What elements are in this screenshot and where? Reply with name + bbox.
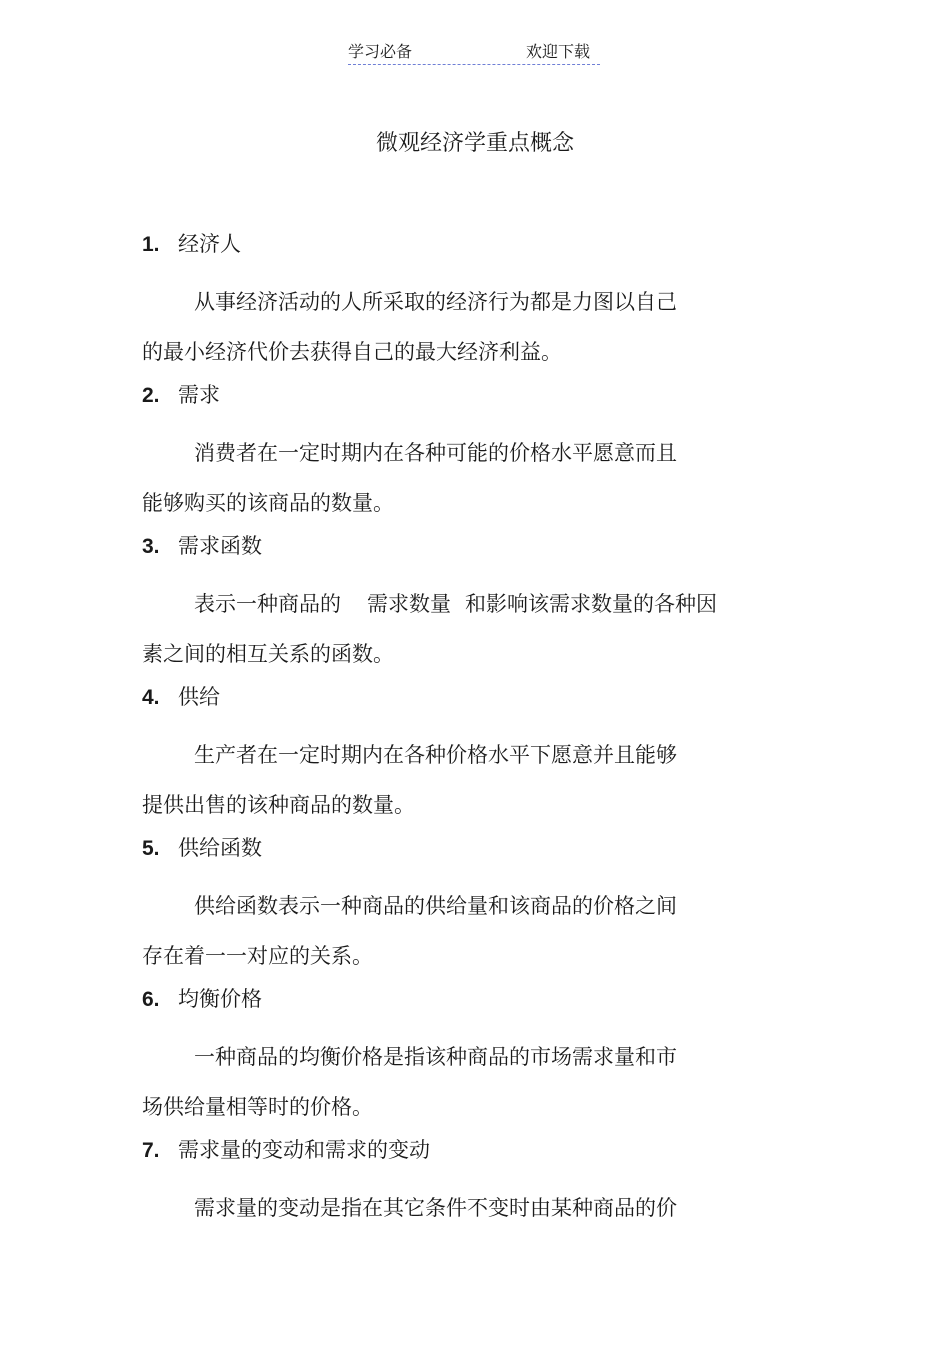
section-number: 4. <box>142 686 160 709</box>
section-2 <box>142 379 782 528</box>
section-paragraph <box>142 277 782 377</box>
header-left-text: 学习必备 <box>348 42 413 61</box>
section-heading <box>142 228 782 260</box>
section-heading <box>142 1134 782 1166</box>
line-text: 表示一种商品的 <box>194 592 341 616</box>
section-paragraph <box>142 428 782 528</box>
section-7 <box>142 1134 782 1233</box>
section-title: 需求量的变动和需求的变动 <box>178 1138 430 1162</box>
line-text: 生产者在一定时期内在各种价格水平下愿意并且能够 <box>194 743 677 767</box>
section-6 <box>142 983 782 1132</box>
section-title: 供给函数 <box>178 836 262 860</box>
paragraph-line <box>142 579 782 629</box>
section-heading <box>142 530 782 562</box>
section-3 <box>142 530 782 679</box>
line-text: 和影响该需求数量的各种因 <box>465 592 717 616</box>
paragraph-line: 存在着一一对应的关系。 <box>142 944 373 968</box>
section-paragraph <box>142 579 782 679</box>
paragraph-line <box>142 730 782 780</box>
paragraph-line: 素之间的相互关系的函数。 <box>142 642 394 666</box>
section-number: 6. <box>142 988 160 1011</box>
section-heading <box>142 983 782 1015</box>
document-title: 微观经济学重点概念 <box>375 131 574 156</box>
section-4 <box>142 681 782 830</box>
line-text: 需求数量 <box>367 592 451 616</box>
section-paragraph <box>142 881 782 981</box>
line-text: 供给函数表示一种商品的供给量和该商品的价格之间 <box>194 894 677 918</box>
paragraph-line: 提供出售的该种商品的数量。 <box>142 793 415 817</box>
line-text: 一种商品的均衡价格是指该种商品的市场需求量和市 <box>194 1045 677 1069</box>
paragraph-line: 的最小经济代价去获得自己的最大经济利益。 <box>142 340 562 364</box>
section-paragraph <box>142 1032 782 1132</box>
section-5 <box>142 832 782 981</box>
section-title: 供给 <box>178 685 220 709</box>
line-text: 消费者在一定时期内在各种可能的价格水平愿意而且 <box>194 441 677 465</box>
section-1 <box>142 228 782 377</box>
section-title: 均衡价格 <box>178 987 262 1011</box>
paragraph-line <box>142 428 782 478</box>
document-body <box>142 228 782 1235</box>
section-number: 7. <box>142 1139 160 1162</box>
paragraph-line <box>142 1032 782 1082</box>
paragraph-line <box>142 1183 782 1233</box>
section-title: 需求函数 <box>178 534 262 558</box>
section-number: 5. <box>142 837 160 860</box>
paragraph-line: 场供给量相等时的价格。 <box>142 1095 373 1119</box>
line-text: 从事经济活动的人所采取的经济行为都是力图以自己 <box>194 290 677 314</box>
section-title: 经济人 <box>178 232 241 256</box>
paragraph-line <box>142 277 782 327</box>
section-heading <box>142 832 782 864</box>
paragraph-line <box>142 881 782 931</box>
header-right-text: 欢迎下载 <box>526 42 591 61</box>
page-header <box>348 40 600 65</box>
line-text: 需求量的变动是指在其它条件不变时由某种商品的价 <box>194 1196 677 1220</box>
section-heading <box>142 379 782 411</box>
section-heading <box>142 681 782 713</box>
section-number: 2. <box>142 384 160 407</box>
section-number: 1. <box>142 233 160 256</box>
section-paragraph <box>142 730 782 830</box>
paragraph-line: 能够购买的该商品的数量。 <box>142 491 394 515</box>
section-title: 需求 <box>178 383 220 407</box>
section-paragraph <box>142 1183 782 1233</box>
section-number: 3. <box>142 535 160 558</box>
